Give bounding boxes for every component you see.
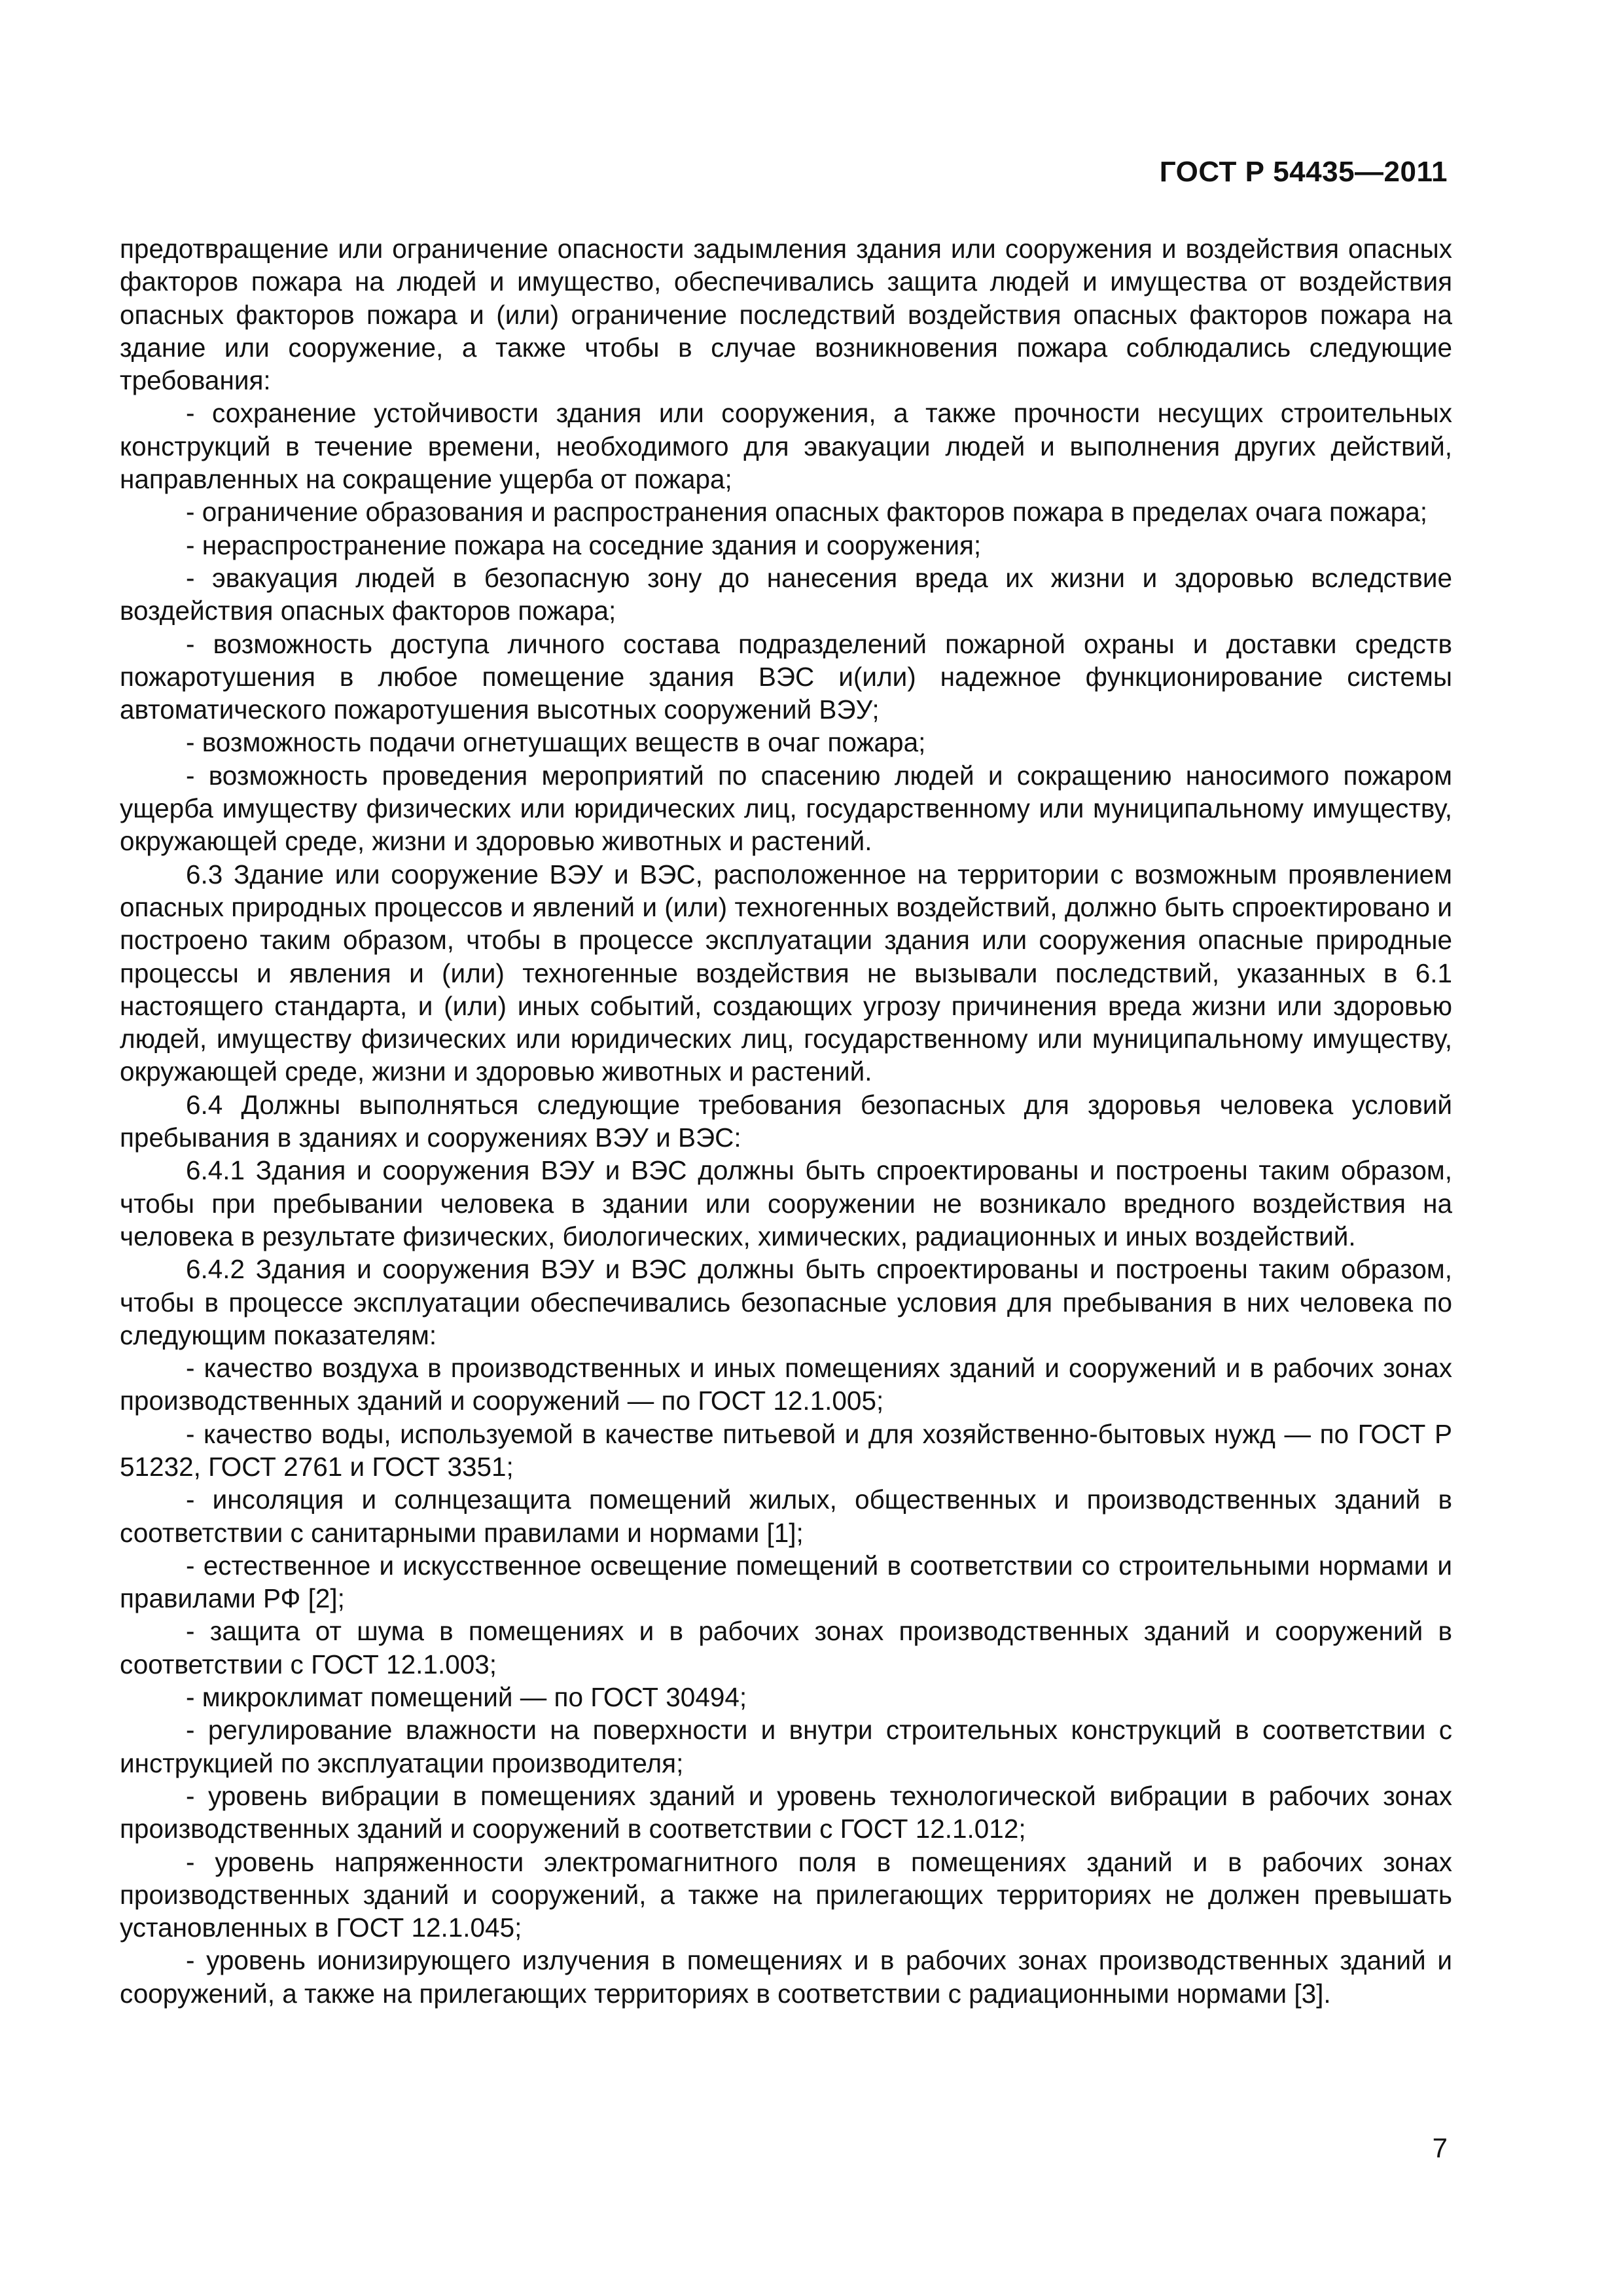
list-item-evacuation: - эвакуация людей в безопасную зону до нанесения вреда их жизни и здоровью вследствие воздействия опасных факторов пожара; [120,562,1452,626]
list-item-water-quality: - качество воды, используемой в качестве питьевой и для хозяйственно-бытовых нужд — по ГОСТ Р 51232, ГОСТ 2761 и ГОСТ 3351; [120,1418,1452,1482]
list-item-lighting: - естественное и искусственное освещение помещений в соответствии со строительными нормами и правилами РФ [2]; [120,1550,1452,1614]
list-item-rescue-measures: - возможность проведения мероприятий по спасению людей и сокращению наносимого пожаром ущерба имуществу физических или юридических лиц, государственному или муниципальному имуществу, окружающей среде, жизни и здоровью животных и растений. [120,760,1452,857]
list-item-microclimate: - микроклимат помещений — по ГОСТ 30494; [186,1682,747,1713]
list-item-air-quality: - качество воздуха в производственных и иных помещениях зданий и сооружений и в рабочих зонах производственных зданий и сооружений — по ГОСТ 12.1.005; [120,1353,1452,1416]
list-item-vibration: - уровень вибрации в помещениях зданий и уровень технологической вибрации в рабочих зонах производственных зданий и сооружений в соответствии с ГОСТ 12.1.012; [120,1780,1452,1844]
section-6-3: 6.3 Здание или сооружение ВЭУ и ВЭС, расположенное на территории с возможным проявлением опасных природных процессов и явлений и (или) техногенных воздействий, должно быть спроектировано и построено таким образом, чтобы в процессе эксплуатации здания или сооружения опасные природные процессы и явления и (или) техногенные воздействия не вызывали последствий, указанных в 6.1 настоящего стандарта, и (или) иных событий, создающих угрозу причинения вреда жизни или здоровью людей, имуществу физических или юридических лиц, государственному или муниципальному имуществу, окружающей среде, жизни и здоровью животных и растений. [120,859,1452,1087]
list-item-electromagnetic: - уровень напряженности электромагнитного поля в помещениях зданий и в рабочих зонах производственных зданий и сооружений, а также на прилегающих территориях не должен превышать установленных в ГОСТ 12.1.045; [120,1846,1452,1943]
section-6-4-2: 6.4.2 Здания и сооружения ВЭУ и ВЭС должны быть спроектированы и построены таким образом, чтобы в процессе эксплуатации обеспечивались безопасные условия для пребывания в них человека по следующим показателям: [120,1254,1452,1350]
document-header-title: ГОСТ Р 54435—2011 [1159,156,1448,188]
page-number: 7 [1432,2132,1448,2163]
list-item-limit-spread: - ограничение образования и распространения опасных факторов пожара в пределах очага пожара; [186,497,1427,528]
list-item-stability: - сохранение устойчивости здания или сооружения, а также прочности несущих строительных конструкций в течение времени, необходимого для эвакуации людей и выполнения других действий, направленных на сокращение ущерба от пожара; [120,398,1452,495]
section-6-4-1: 6.4.1 Здания и сооружения ВЭУ и ВЭС должны быть спроектированы и построены таким образом, чтобы при пребывании человека в здании или сооружении не возникало вредного воздействия на человека в результате физических, биологических, химических, радиационных и иных воздействий. [120,1155,1452,1251]
section-6-4: 6.4 Должны выполняться следующие требования безопасных для здоровья человека условий пребывания в зданиях и сооружениях ВЭУ и ВЭС: [120,1089,1452,1153]
list-item-noise: - защита от шума в помещениях и в рабочих зонах производственных зданий и сооружений в соответствии с ГОСТ 12.1.003; [120,1616,1452,1679]
paragraph-continuation: предотвращение или ограничение опасности задымления здания или сооружения и воздействия опасных факторов пожара на людей и имущество, обеспечивались защита людей и имущества от воздействия опасных факторов пожара и (или) ограничение последствий воздействия опасных факторов пожара на здание или сооружение, а также чтобы в случае возникновения пожара соблюдались следующие требования: [120,234,1452,396]
document-body [120,232,1452,2010]
list-item-insolation: - инсоляция и солнцезащита помещений жилых, общественных и производственных зданий в соответствии с санитарными правилами и нормами [1]; [120,1484,1452,1548]
list-item-ionizing-radiation: - уровень ионизирующего излучения в помещениях и в рабочих зонах производственных зданий и сооружений, а также на прилегающих территориях в соответствии с радиационными нормами [3]. [120,1945,1452,2009]
list-item-fire-brigade-access: - возможность доступа личного состава подразделений пожарной охраны и доставки средств пожаротушения в любое помещение здания ВЭС и(или) надежное функционирование системы автоматического пожаротушения высотных сооружений ВЭУ; [120,628,1452,725]
list-item-humidity: - регулирование влажности на поверхности и внутри строительных конструкций в соответствии с инструкцией по эксплуатации производителя; [120,1715,1452,1778]
list-item-extinguishing-supply: - возможность подачи огнетушащих веществ в очаг пожара; [186,727,926,758]
list-item-non-spread: - нераспространение пожара на соседние здания и сооружения; [186,529,982,560]
